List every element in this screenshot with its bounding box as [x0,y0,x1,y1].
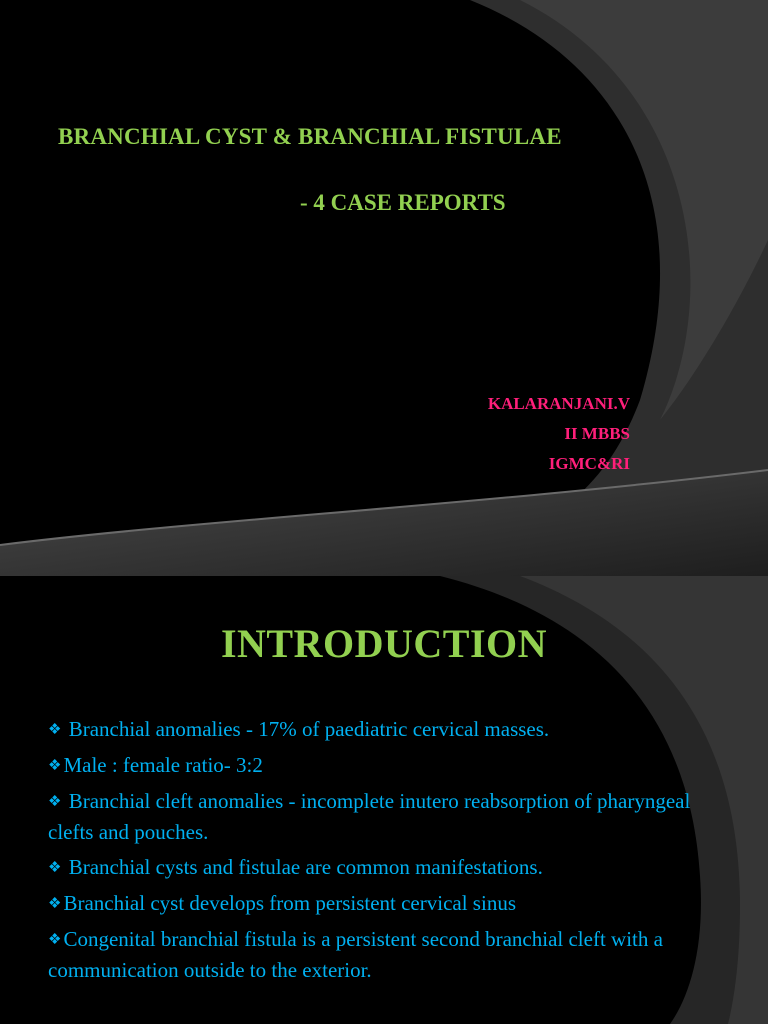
diamond-bullet-icon: ❖ [48,860,62,876]
diamond-bullet-icon: ❖ [48,932,62,948]
bullet-item: ❖ Branchial cysts and fistulae are common manifestations. [48,855,543,879]
bullet-list [48,714,708,990]
bullet-item: ❖Congenital branchial fistula is a persistent second branchial cleft with a communication outside to the exterior. [48,927,663,982]
introduction-slide [0,576,768,1024]
bullet-item: ❖ Branchial cleft anomalies - incomplete inutero reabsorption of pharyngeal clefts and pouches. [48,789,691,844]
diamond-bullet-icon: ❖ [48,794,62,810]
diamond-bullet-icon: ❖ [48,722,62,738]
author-college: IGMC&RI [548,454,630,473]
diamond-bullet-icon: ❖ [48,896,62,912]
slide-subtitle: - 4 CASE REPORTS [300,190,506,215]
diamond-bullet-icon: ❖ [48,758,62,774]
slide-title: INTRODUCTION [220,621,548,666]
bullet-item: ❖ Branchial anomalies - 17% of paediatric cervical masses. [48,717,550,741]
slide-title: BRANCHIAL CYST & BRANCHIAL FISTULAE [58,124,562,149]
author-course: II MBBS [564,424,630,443]
author-name: KALARANJANI.V [487,394,630,413]
bullet-item: ❖Branchial cyst develops from persistent cervical sinus [48,891,516,915]
bullet-item: ❖Male : female ratio- 3:2 [48,753,263,777]
